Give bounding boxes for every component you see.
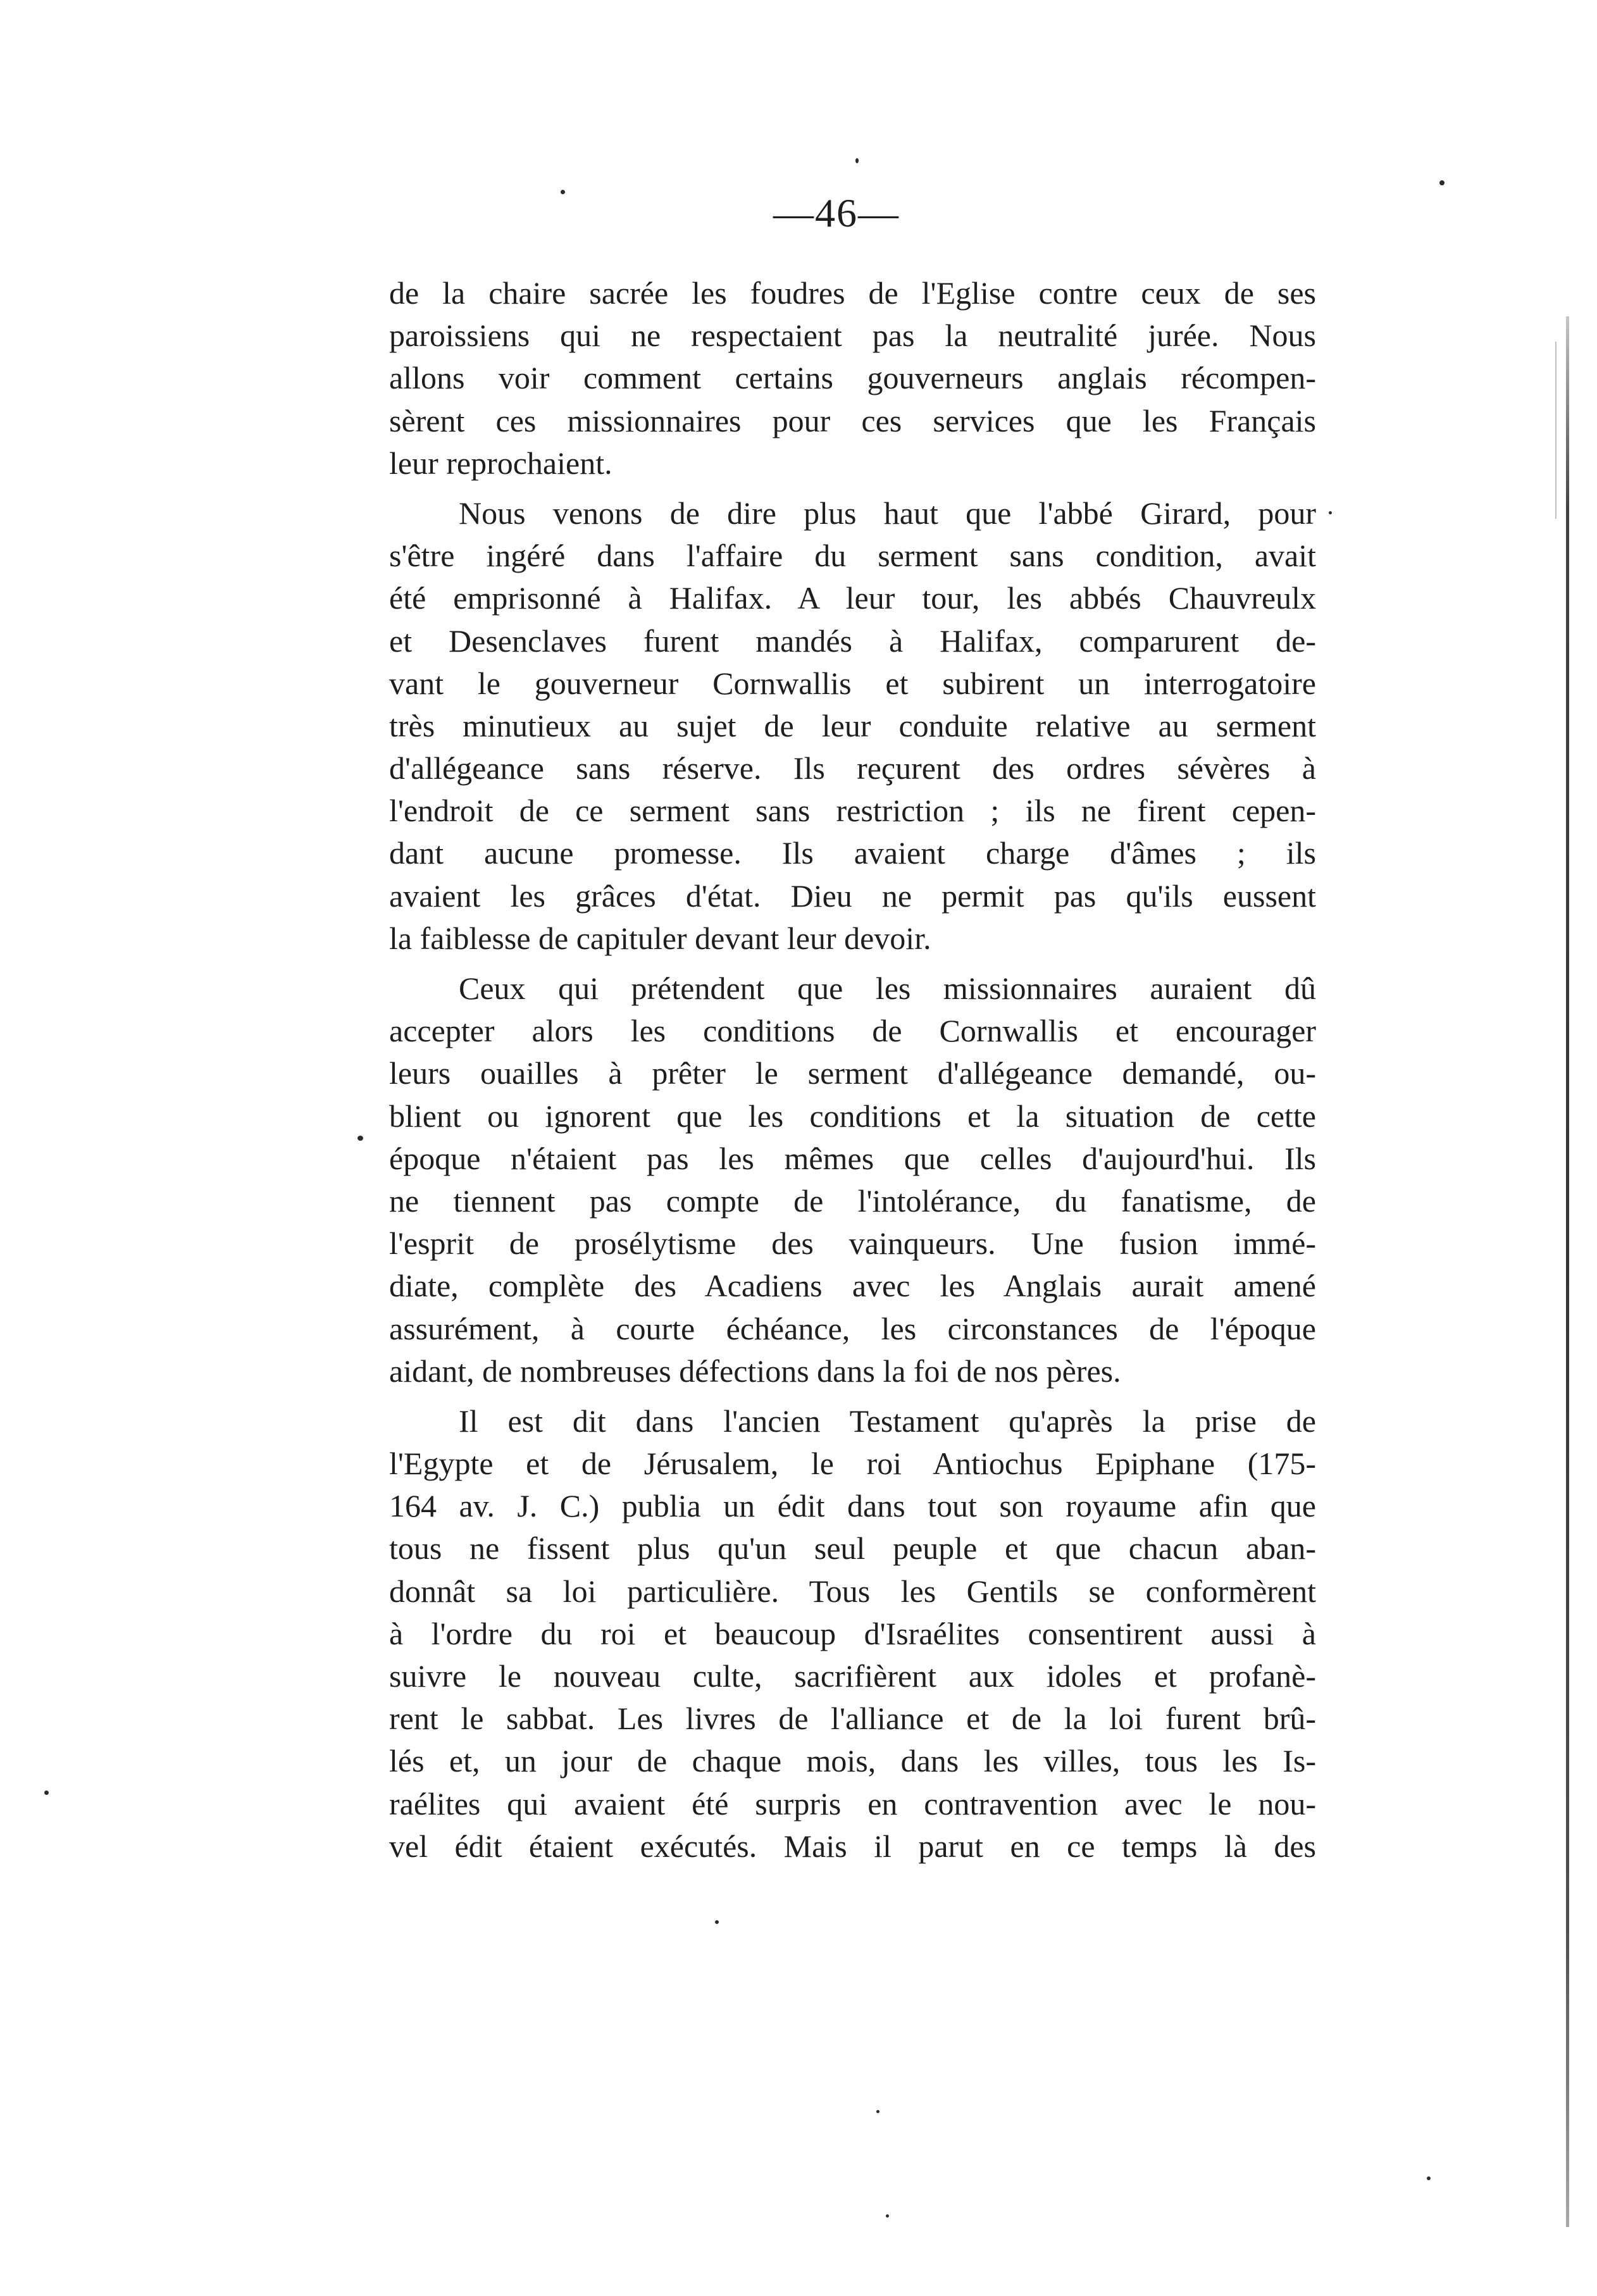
- text-line: 164 av. J. C.) publia un édit dans tout son royaume afin que: [389, 1488, 1316, 1524]
- text-line: ne tiennent pas compte de l'intolérance, du fanatisme, de: [389, 1182, 1316, 1219]
- text-line: et Desenclaves furent mandés à Halifax, comparurent de-: [389, 623, 1316, 659]
- text-line: Ceux qui prétendent que les missionnaires auraient dû: [459, 971, 1316, 1006]
- paragraph: [389, 272, 1316, 485]
- text-line: vel édit étaient exécutés. Mais il parut en ce temps là des: [389, 1828, 1316, 1864]
- text-line: l'endroit de ce serment sans restriction ; ils ne firent cepen-: [389, 793, 1316, 829]
- text-line: assurément, à courte échéance, les circonstances de l'époque: [389, 1310, 1316, 1346]
- text-line: allons voir comment certains gouverneurs anglais récompen-: [389, 360, 1316, 396]
- text-line: de la chaire sacrée les foudres de l'Eglise contre ceux de ses: [389, 275, 1316, 311]
- text-line: raélites qui avaient été surpris en contravention avec le nou-: [389, 1785, 1316, 1821]
- page-number: —46—: [773, 190, 900, 235]
- text-line: Nous venons de dire plus haut que l'abbé Girard, pour: [459, 495, 1316, 531]
- text-line: à l'ordre du roi et beaucoup d'Israélites consentirent aussi à: [389, 1615, 1316, 1651]
- scan-speck: [1329, 511, 1332, 514]
- text-line: été emprisonné à Halifax. A leur tour, les abbés Chauvreulx: [389, 580, 1316, 616]
- text-line: l'Egypte et de Jérusalem, le roi Antiochus Epiphane (175-: [389, 1446, 1316, 1482]
- text-line: l'esprit de prosélytisme des vainqueurs. Une fusion immé-: [389, 1226, 1316, 1262]
- text-line: sèrent ces missionnaires pour ces services que les Français: [389, 402, 1316, 438]
- text-line: donnât sa loi particulière. Tous les Gentils se conformèrent: [389, 1573, 1316, 1609]
- text-line: la faiblesse de capituler devant leur devoir.: [389, 920, 931, 956]
- text-line: paroissiens qui ne respectaient pas la neutralité jurée. Nous: [389, 318, 1316, 354]
- scan-speck: [1439, 180, 1445, 185]
- text-line: diate, complète des Acadiens avec les Anglais aurait amené: [389, 1268, 1316, 1304]
- text-line: leurs ouailles à prêter le serment d'allégeance demandé, ou-: [389, 1055, 1316, 1091]
- text-line: dant aucune promesse. Ils avaient charge d'âmes ; ils: [389, 835, 1316, 871]
- scan-speck: [886, 2214, 889, 2218]
- scan-speck: [876, 2110, 879, 2113]
- text-line: avaient les grâces d'état. Dieu ne permit pas qu'ils eussent: [389, 878, 1316, 914]
- paragraph: [389, 967, 1316, 1393]
- scan-edge-border: [1566, 316, 1569, 2227]
- body-text: [389, 272, 1316, 1868]
- scan-speck: [561, 190, 565, 194]
- scan-speck: [1427, 2176, 1431, 2180]
- text-line: leur reprochaient.: [389, 445, 612, 481]
- paragraph: [389, 492, 1316, 960]
- scan-edge-mark: [1555, 342, 1557, 519]
- text-line: aidant, de nombreuses défections dans la foi de nos pères.: [389, 1353, 1121, 1389]
- scan-speck: [357, 1136, 363, 1141]
- paragraph-gap: [389, 1393, 1316, 1400]
- scan-speck: [715, 1920, 719, 1924]
- text-line: Il est dit dans l'ancien Testament qu'après la prise de: [459, 1403, 1316, 1439]
- text-line: vant le gouverneur Cornwallis et subirent un interrogatoire: [389, 665, 1316, 701]
- text-line: époque n'étaient pas les mêmes que celles d'aujourd'hui. Ils: [389, 1140, 1316, 1176]
- text-line: accepter alors les conditions de Cornwallis et encourager: [389, 1013, 1316, 1049]
- scan-speck: [855, 158, 859, 163]
- text-line: suivre le nouveau culte, sacrifièrent aux idoles et profanè-: [389, 1658, 1316, 1694]
- text-line: s'être ingéré dans l'affaire du serment sans condition, avait: [389, 538, 1316, 574]
- text-line: rent le sabbat. Les livres de l'alliance et de la loi furent brû-: [389, 1701, 1316, 1737]
- text-line: d'allégeance sans réserve. Ils reçurent des ordres sévères à: [389, 750, 1316, 786]
- paragraph-gap: [389, 960, 1316, 967]
- paragraph-gap: [389, 485, 1316, 492]
- text-line: lés et, un jour de chaque mois, dans les villes, tous les Is-: [389, 1743, 1316, 1779]
- text-line: très minutieux au sujet de leur conduite relative au serment: [389, 707, 1316, 743]
- paragraph: [389, 1400, 1316, 1868]
- text-line: blient ou ignorent que les conditions et la situation de cette: [389, 1098, 1316, 1134]
- text-line: tous ne fissent plus qu'un seul peuple et que chacun aban-: [389, 1530, 1316, 1567]
- scan-speck: [44, 1790, 49, 1795]
